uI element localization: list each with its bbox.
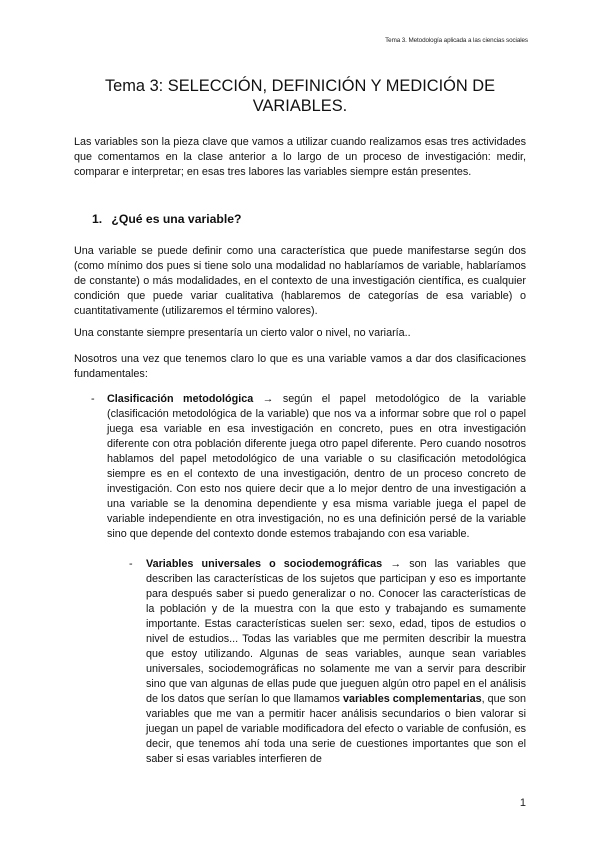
- list-item-text: según el papel metodológico de la variable (clasificación metodológica de la variable) que nos va a informar sobre que rol o papel juega esa variable en esa investigación en concreto, pues en otra investigación diferente con otra población diferente juega otro papel diferente. Pero cuando nosotros hablamos del papel metodológico de una variable o su clasificación metodológica siempre es en el contexto de una investigación, dentro de un proceso concreto de investigación. Con esto nos quiere decir que a lo mejor dentro de una investigación a una variable se la denomina dependiente y esa misma variable juega el papel de variable independiente en otra investigación, no es una definición persé de la variable sino que depende del contexto donde estemos trabajando con esa variable.: [107, 393, 527, 540]
- sublist-text-a: son las variables que describen las características de los sujetos que participan y eso es importante para después saber si puedo generalizar o no. Conocer las características de la población y de la muestra con la que esto y trabajando es sumamente importante. Estas características suelen ser: sexo, edad, tipos de estudios o nivel de estudios... Todas las variables que me permiten describir la muestra que estoy utilizando. Algunas de seas variables, aunque sean variables universales, sociodemográficas no solamente me van a servir para describir sino que van algunas de ellas pude que jueguen algún otro papel en el análisis de los datos que serían lo que llamamos: [146, 558, 527, 705]
- sublist-term-complementary: variables complementarias: [342, 693, 482, 705]
- arrow-glyph: →: [262, 393, 274, 405]
- running-header: Tema 3. Metodología aplicada a las ciencias sociales: [385, 37, 528, 44]
- list-bullet: -: [91, 393, 95, 405]
- sublist-bullet: -: [129, 558, 133, 570]
- intro-paragraph: Las variables son la pieza clave que vamos a utilizar cuando realizamos esas tres actividades que comentamos en la clase anterior a lo largo de un proceso de investigación: medir, comparar e interpretar; en esas tres labores las variables siempre están presentes.: [74, 136, 526, 178]
- list-item-universal: [146, 557, 526, 767]
- section-heading-text: ¿Qué es una variable?: [111, 212, 242, 226]
- list-item-methodological: [107, 392, 526, 542]
- page-number: 1: [519, 797, 526, 809]
- classifications-paragraph: Nosotros una vez que tenemos claro lo que es una variable vamos a dar dos clasificaciones fundamentales:: [74, 353, 526, 380]
- definition-paragraph: Una variable se puede definir como una característica que puede manifestarse según dos (como mínimo dos pues si tiene solo una modalidad no hablaríamos de variable, hablaríamos de constante) o más modalidades, en el contexto de una investigación científica, es cualquier condición que puede variar cualitativa (hablaremos de categorías de esa variable) o cuantitativamente (utilizaremos el término valores).: [74, 245, 526, 317]
- list-term: Clasificación metodológica: [107, 393, 254, 405]
- constant-paragraph: Una constante siempre presentaría un cierto valor o nivel, no variaría..: [74, 327, 411, 339]
- sublist-term: Variables universales o sociodemográficas: [146, 558, 383, 570]
- document-title: Tema 3: SELECCIÓN, DEFINICIÓN Y MEDICIÓN DE VARIABLES.: [104, 77, 496, 115]
- section-heading: [92, 212, 241, 226]
- section-number: 1.: [92, 212, 103, 226]
- sublist-text-b: , que son variables que me van a permitir hacer análisis secundarios o bien valorar si juegan un papel de variable modificadora del efecto o variable de confusión, es decir, que tenemos ahí toda una serie de cuestiones importantes que son el saber si esas variables interfieren de: [146, 693, 527, 765]
- arrow-glyph: →: [390, 558, 402, 570]
